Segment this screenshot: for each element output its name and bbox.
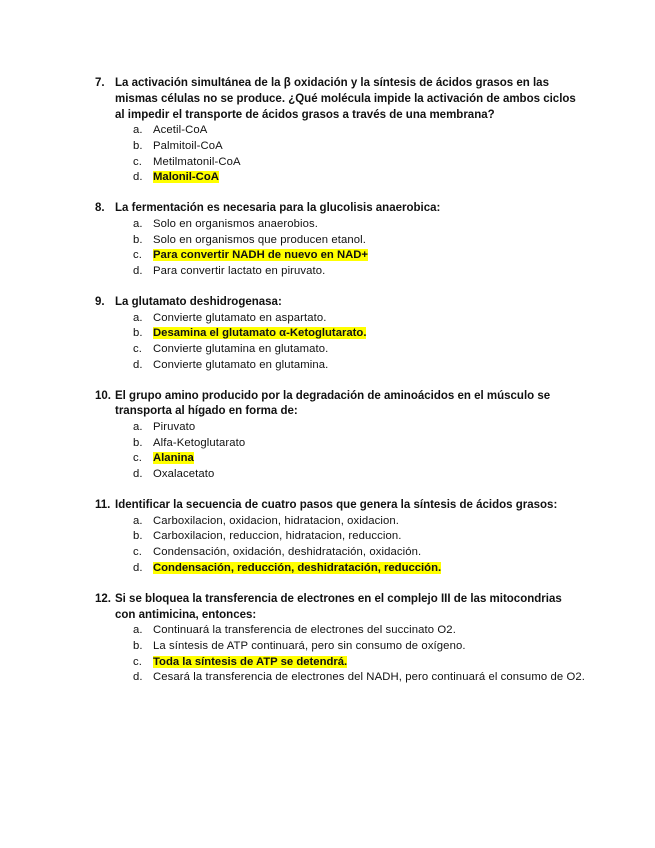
option-text: Alanina	[153, 452, 194, 465]
question-number: 12.	[95, 592, 111, 605]
option-a	[95, 123, 585, 139]
question-text: Si se bloquea la transferencia de electrones en el complejo III de las mitocondrias con antimicina, entonces:	[115, 592, 562, 621]
option-a	[95, 623, 585, 639]
option-text: Para convertir lactato en piruvato.	[153, 264, 326, 277]
option-text: Solo en organismos que producen etanol.	[153, 233, 367, 246]
option-text: Carboxilacion, oxidacion, hidratacion, oxidacion.	[153, 514, 400, 527]
option-text: Para convertir NADH de nuevo en NAD+	[153, 249, 369, 262]
option-text: Alfa-Ketoglutarato	[153, 436, 246, 449]
option-a	[95, 514, 585, 530]
question-text: La glutamato deshidrogenasa:	[115, 295, 282, 308]
option-text: Oxalacetato	[153, 467, 215, 480]
option-c-highlighted-answer	[95, 655, 585, 671]
option-text: Metilmatonil-CoA	[153, 155, 241, 168]
option-text: Condensación, reducción, deshidratación, reducción.	[153, 561, 442, 574]
option-b	[95, 233, 585, 249]
question-text: Identificar la secuencia de cuatro pasos que genera la síntesis de ácidos grasos:	[115, 499, 558, 512]
option-letter: a.	[133, 624, 143, 637]
option-b	[95, 529, 585, 545]
option-c-highlighted-answer	[95, 248, 585, 264]
option-text: Piruvato	[153, 421, 196, 434]
option-letter: d.	[133, 561, 143, 574]
option-d-highlighted-answer	[95, 170, 585, 186]
options-list	[95, 420, 585, 482]
option-text: Convierte glutamato en aspartato.	[153, 311, 327, 324]
question-text: El grupo amino producido por la degradación de aminoácidos en el músculo se transporta al hígado en forma de:	[115, 389, 551, 418]
option-a	[95, 217, 585, 233]
option-text: Carboxilacion, reduccion, hidratacion, reduccion.	[153, 530, 402, 543]
option-a	[95, 420, 585, 436]
option-text: Malonil-CoA	[153, 171, 219, 184]
option-b	[95, 139, 585, 155]
options-list	[95, 123, 585, 185]
option-c	[95, 545, 585, 561]
option-text: La síntesis de ATP continuará, pero sin consumo de oxígeno.	[153, 639, 466, 652]
question-11	[95, 498, 585, 576]
option-d	[95, 467, 585, 483]
option-letter: c.	[133, 155, 142, 168]
option-letter: d.	[133, 264, 143, 277]
option-letter: c.	[133, 452, 142, 465]
option-letter: a.	[133, 514, 143, 527]
option-c	[95, 342, 585, 358]
option-letter: c.	[133, 546, 142, 559]
question-10	[95, 389, 585, 483]
question-8	[95, 201, 585, 279]
question-9	[95, 295, 585, 373]
option-letter: d.	[133, 171, 143, 184]
option-letter: c.	[133, 655, 142, 668]
option-letter: a.	[133, 218, 143, 231]
option-d	[95, 670, 585, 686]
option-d	[95, 264, 585, 280]
question-12	[95, 592, 585, 686]
option-letter: b.	[133, 436, 143, 449]
option-letter: b.	[133, 639, 143, 652]
option-text: Toda la síntesis de ATP se detendrá.	[153, 655, 348, 668]
option-b	[95, 639, 585, 655]
option-letter: b.	[133, 327, 143, 340]
option-b	[95, 436, 585, 452]
question-number: 9.	[95, 295, 105, 308]
option-letter: d.	[133, 671, 143, 684]
option-text: Desamina el glutamato α-Ketoglutarato.	[153, 327, 367, 340]
option-letter: a.	[133, 124, 143, 137]
question-text: La fermentación es necesaria para la glucolisis anaerobica:	[115, 202, 441, 215]
question-number: 7.	[95, 77, 105, 89]
question-number: 8.	[95, 202, 105, 215]
option-letter: a.	[133, 421, 143, 434]
option-letter: d.	[133, 467, 143, 480]
option-text: Acetil-CoA	[153, 124, 208, 137]
question-text: La activación simultánea de la β oxidación y la síntesis de ácidos grasos en las mismas células no se produce. ¿Qué molécula impide la activación de ambos ciclos al impedir el transporte de ácidos grasos a través de una membrana?	[115, 77, 576, 121]
option-text: Convierte glutamato en glutamina.	[153, 358, 329, 371]
option-d	[95, 358, 585, 374]
question-number: 11.	[95, 499, 111, 512]
question-7	[95, 76, 585, 186]
option-text: Cesará la transferencia de electrones del NADH, pero continuará el consumo de O2.	[153, 671, 585, 684]
option-text: Palmitoil-CoA	[153, 139, 223, 152]
option-letter: d.	[133, 358, 143, 371]
option-letter: a.	[133, 311, 143, 324]
options-list	[95, 217, 585, 279]
option-c-highlighted-answer	[95, 451, 585, 467]
options-list	[95, 311, 585, 373]
question-number: 10.	[95, 389, 111, 402]
option-text: Continuará la transferencia de electrones del succinato O2.	[153, 624, 456, 637]
option-letter: c.	[133, 342, 142, 355]
option-text: Solo en organismos anaerobios.	[153, 218, 319, 231]
options-list	[95, 514, 585, 576]
option-text: Convierte glutamina en glutamato.	[153, 342, 329, 355]
option-b-highlighted-answer	[95, 326, 585, 342]
option-letter: c.	[133, 249, 142, 262]
option-letter: b.	[133, 530, 143, 543]
option-a	[95, 311, 585, 327]
option-c	[95, 155, 585, 171]
options-list	[95, 623, 585, 685]
option-d-highlighted-answer	[95, 561, 585, 577]
option-text: Condensación, oxidación, deshidratación, oxidación.	[153, 546, 422, 559]
option-letter: b.	[133, 139, 143, 152]
option-letter: b.	[133, 233, 143, 246]
